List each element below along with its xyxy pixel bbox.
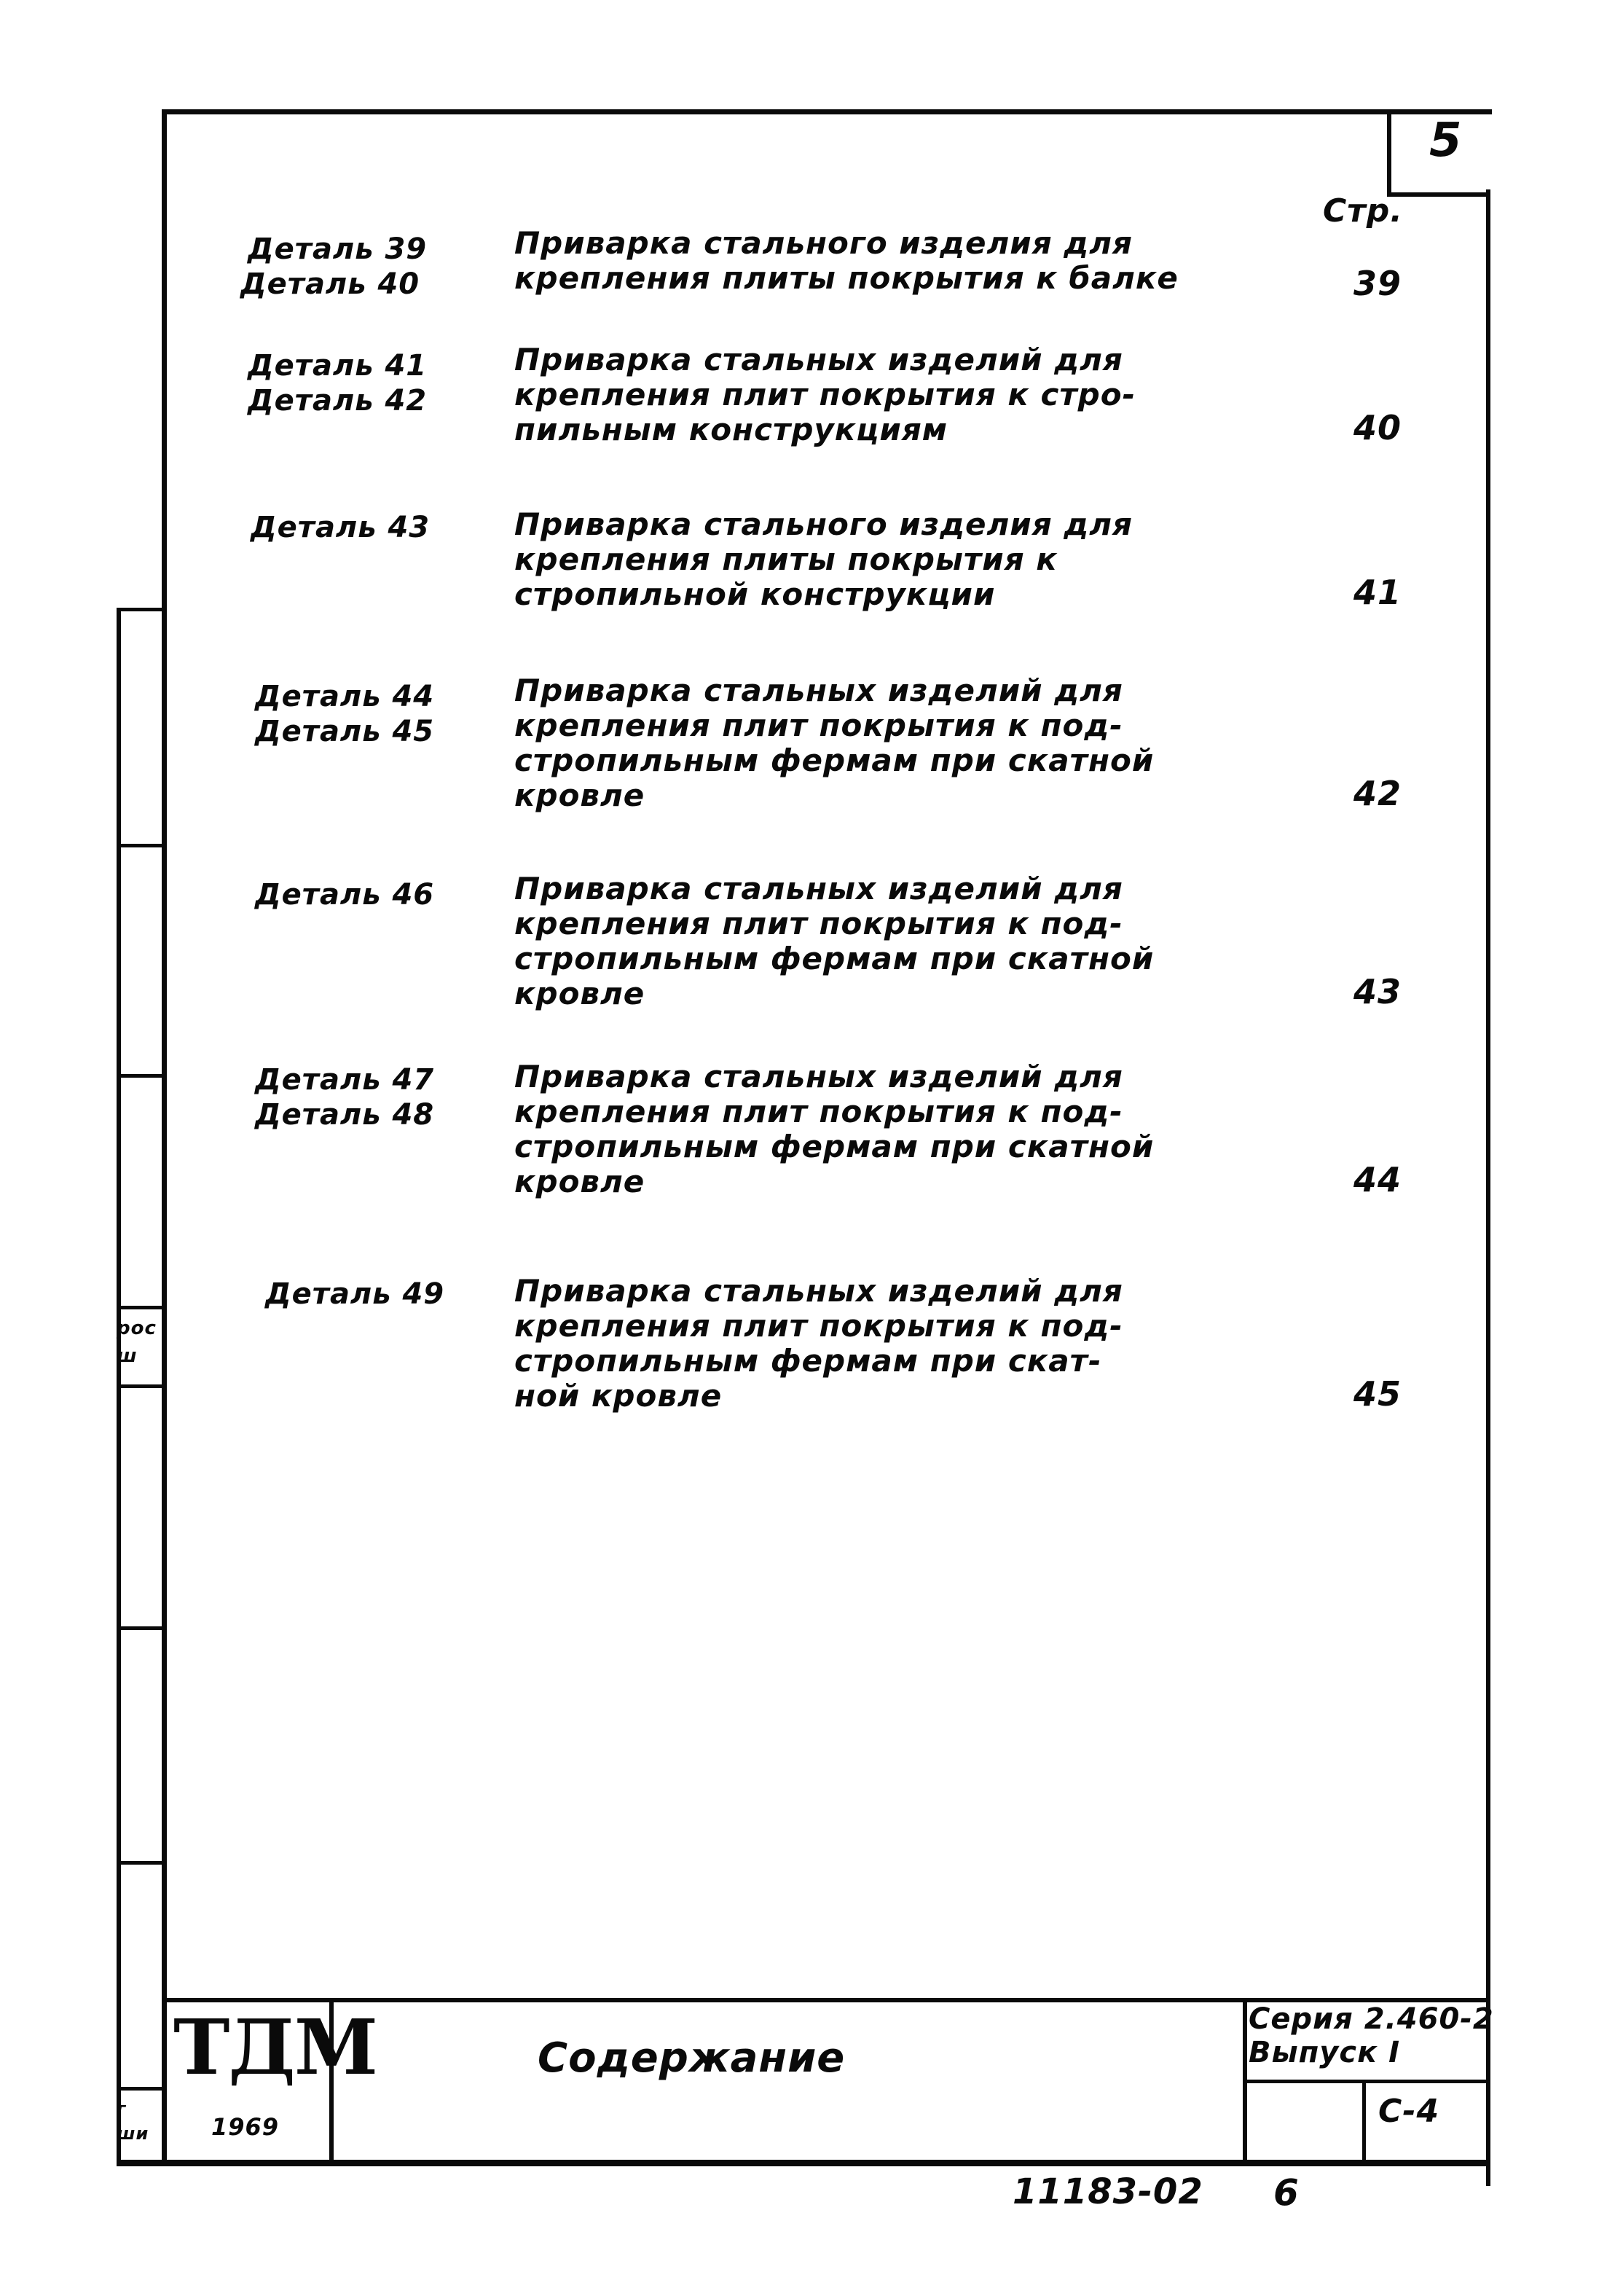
strip-tick <box>117 608 165 611</box>
entry-description-line: стропильным фермам при скатной <box>514 941 1155 976</box>
entry-description-line: Приварка стальных изделий для <box>514 342 1123 377</box>
sheet-number: 5 <box>1429 114 1463 168</box>
detail-label: Деталь 49 <box>265 1277 445 1311</box>
detail-label: Деталь 45 <box>255 715 435 748</box>
page-number: 41 <box>1353 573 1402 612</box>
frame-right <box>1486 189 1490 2186</box>
margin-fragment: г <box>117 2099 127 2119</box>
frame-bottom <box>117 2160 1490 2166</box>
margin-fragment: ш <box>117 1345 138 1367</box>
entry-description-line: крепления плит покрытия к под- <box>514 1094 1123 1129</box>
entry-description-line: крепления плит покрытия к под- <box>514 906 1123 941</box>
page-number: 45 <box>1353 1374 1402 1414</box>
entry-description-line: Приварка стального изделия для <box>514 506 1133 542</box>
sheet-code: С-4 <box>1378 2093 1440 2130</box>
page-number: 42 <box>1353 774 1402 813</box>
strip-tick <box>117 2087 165 2091</box>
detail-label: Деталь 43 <box>251 511 431 544</box>
title-block-divider <box>1362 2080 1366 2164</box>
entry-description-line: Приварка стальных изделий для <box>514 673 1123 708</box>
strip-tick <box>117 1306 165 1309</box>
page-number: 44 <box>1353 1160 1402 1199</box>
entry-description-line: кровле <box>514 976 645 1011</box>
entry-description-line: Приварка стальных изделий для <box>514 1273 1123 1309</box>
document-title: Содержание <box>538 2034 846 2082</box>
sheet-box-left <box>1387 109 1391 197</box>
detail-label: Деталь 42 <box>248 384 428 418</box>
page-column-header: Стр. <box>1323 192 1404 230</box>
issue-label: Выпуск I <box>1249 2036 1401 2069</box>
frame-left <box>162 109 167 2164</box>
entry-description-line: Приварка стального изделия для <box>514 225 1133 261</box>
detail-label: Деталь 48 <box>255 1098 435 1132</box>
entry-description-line: крепления плит покрытия к стро- <box>514 377 1136 412</box>
margin-fragment: рос <box>117 1317 157 1339</box>
entry-description-line: стропильным фермам при скатной <box>514 1129 1155 1164</box>
entry-description-line: стропильной конструкции <box>514 576 996 612</box>
entry-description-line: крепления плит покрытия к под- <box>514 1308 1123 1344</box>
detail-label: Деталь 46 <box>255 878 435 912</box>
year-label: 1969 <box>211 2113 280 2141</box>
strip-tick <box>117 1384 165 1388</box>
page-number: 39 <box>1353 264 1402 303</box>
title-block-divider <box>1243 2080 1490 2083</box>
entry-description-line: стропильным фермам при скат- <box>514 1343 1102 1379</box>
entry-description-line: кровле <box>514 777 645 813</box>
detail-label: Деталь 41 <box>248 349 428 383</box>
detail-label: Деталь 44 <box>255 680 435 713</box>
entry-description-line: крепления плиты покрытия к балке <box>514 260 1179 296</box>
frame-top <box>162 109 1492 114</box>
strip-tick <box>117 1626 165 1630</box>
strip-tick <box>117 844 165 847</box>
entry-description-line: Приварка стальных изделий для <box>514 871 1123 906</box>
org-logo: ТДМ <box>173 2002 377 2092</box>
entry-description-line: пильным конструкциям <box>514 412 948 447</box>
entry-description-line: ной кровле <box>514 1378 723 1414</box>
footer-page-number: 6 <box>1273 2171 1300 2214</box>
page-number: 43 <box>1353 972 1402 1011</box>
entry-description-line: стропильным фермам при скатной <box>514 743 1155 778</box>
strip-tick <box>117 1861 165 1865</box>
entry-description-line: крепления плиты покрытия к <box>514 541 1058 577</box>
page-number: 40 <box>1353 408 1402 447</box>
doc-code: 11183-02 <box>1013 2171 1203 2212</box>
entry-description-line: кровле <box>514 1164 645 1199</box>
entry-description-line: крепления плит покрытия к под- <box>514 708 1123 743</box>
margin-fragment: ши <box>117 2123 149 2144</box>
detail-label: Деталь 47 <box>255 1063 435 1097</box>
detail-label: Деталь 40 <box>240 267 420 301</box>
series-label: Серия 2.460-2 <box>1249 2002 1494 2036</box>
entry-description-line: Приварка стальных изделий для <box>514 1059 1123 1094</box>
strip-tick <box>117 1074 165 1078</box>
detail-label: Деталь 39 <box>248 232 428 266</box>
